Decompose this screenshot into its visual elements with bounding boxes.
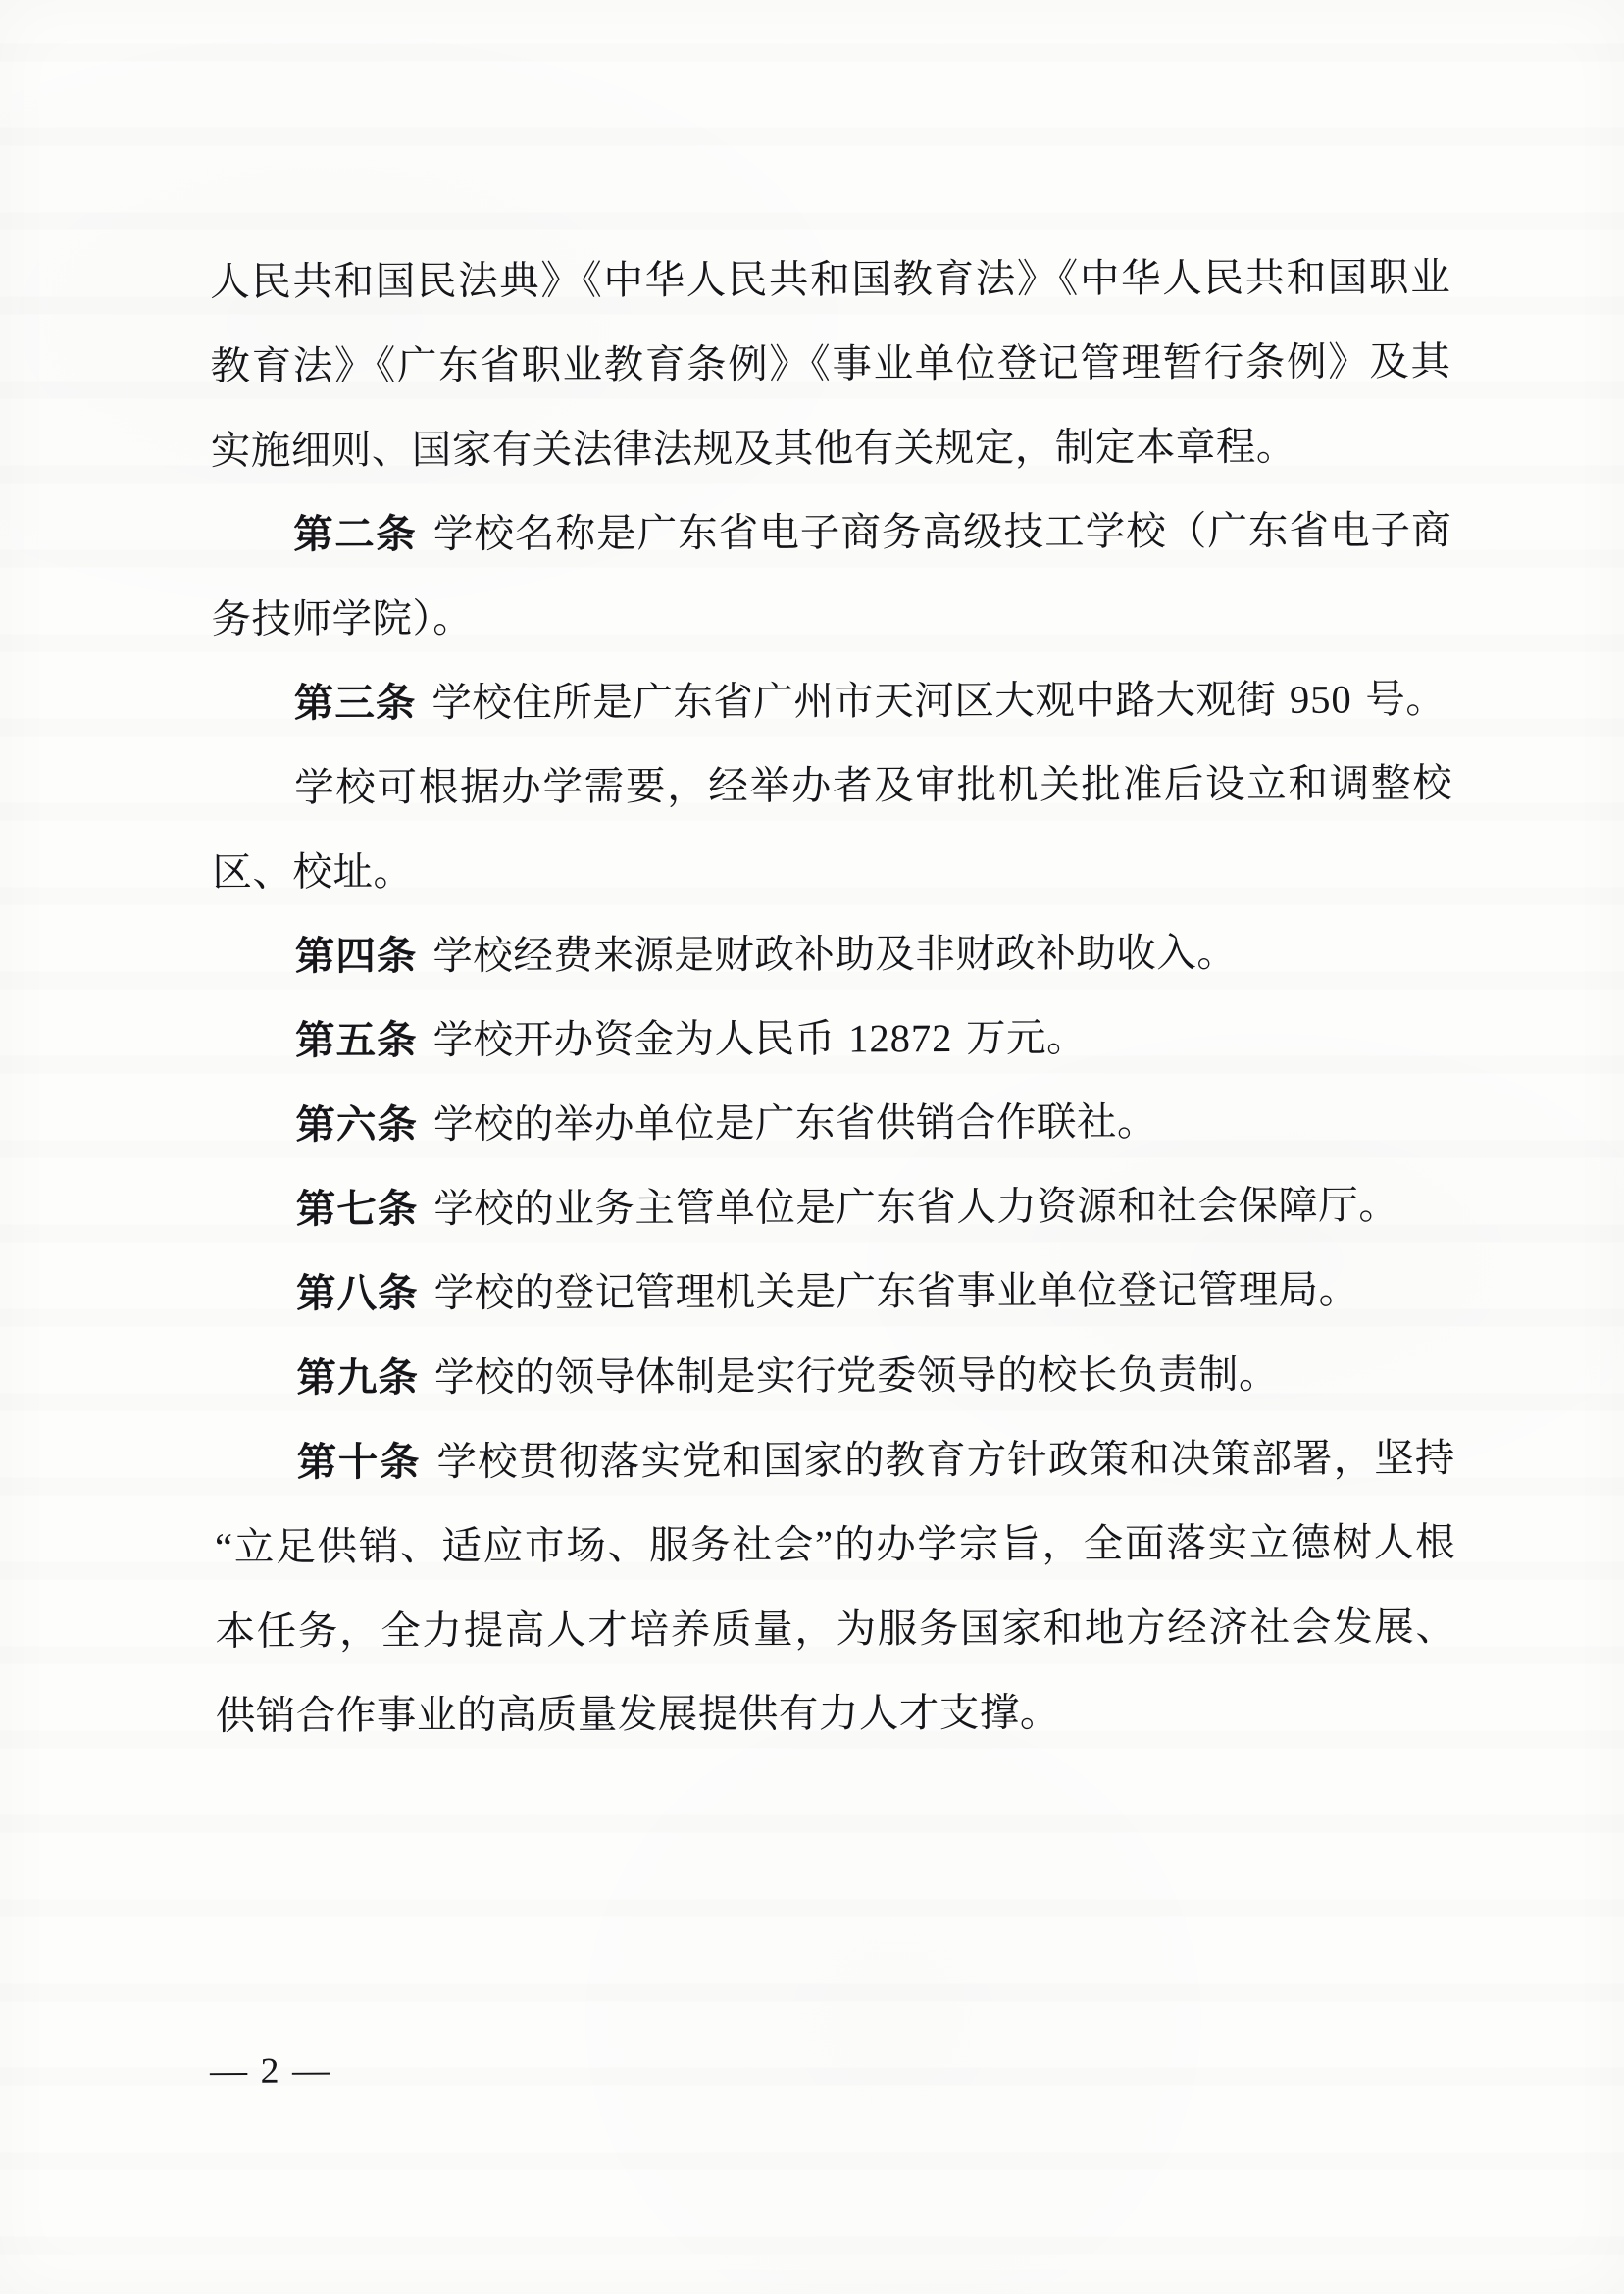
paragraph-text: 学校经费来源是财政补助及非财政补助收入。 <box>432 930 1238 979</box>
paragraph <box>213 910 1453 999</box>
numeric-value: 950 <box>1289 677 1352 722</box>
paragraph <box>212 741 1453 915</box>
paragraph-text: 学校名称是广东省电子商务高级技工学校（广东省电子商务技师学院）。 <box>211 508 1452 641</box>
paragraph-text: 学校贯彻落实党和国家的教育方针政策和决策部署，坚持“立足供销、适应市场、服务社会”的办学宗旨，全面落实立德树人根本任务，全力提高人才培养质量，为服务国家和地方经济社会发展、供销合作事业的高质量发展提供有力人才支撑。 <box>215 1436 1456 1738</box>
paragraph <box>214 1163 1454 1252</box>
page-folio: — 2 — <box>210 2050 332 2092</box>
paragraph <box>214 1332 1454 1421</box>
paragraph <box>213 994 1453 1084</box>
article-label: 第三条 <box>293 681 417 726</box>
paragraph-text: 学校开办资金为人民币 12872 万元。 <box>432 1015 1088 1063</box>
article-label: 第九条 <box>296 1355 420 1401</box>
article-label: 第六条 <box>295 1102 419 1147</box>
paragraph-text: 学校的领导体制是实行党委领导的校长负责制。 <box>433 1351 1280 1401</box>
numeric-value: 12872 <box>848 1016 953 1061</box>
article-label: 第五条 <box>295 1018 418 1063</box>
article-label: 第十条 <box>296 1440 422 1485</box>
paragraph <box>210 235 1451 493</box>
paragraph <box>212 657 1452 746</box>
paragraph-text: 学校的业务主管单位是广东省人力资源和社会保障厅。 <box>433 1183 1399 1232</box>
paragraph <box>211 488 1452 662</box>
paragraph-text: 学校住所是广东省广州市天河区大观中路大观街 950 号。 <box>431 677 1446 726</box>
article-label: 第二条 <box>293 512 418 557</box>
paragraph <box>214 1248 1454 1337</box>
paragraph-text: 学校的举办单位是广东省供销合作联社。 <box>432 1099 1158 1147</box>
article-label: 第八条 <box>296 1271 419 1316</box>
paragraph-text: 人民共和国民法典》《中华人民共和国教育法》《中华人民共和国职业教育法》《广东省职业教育条例》《事业单位登记管理暂行条例》及其实施细则、国家有关法律法规及其他有关规定，制定本章程。 <box>210 255 1451 473</box>
article-label: 第七条 <box>295 1187 419 1232</box>
paragraph <box>215 1416 1456 1759</box>
page-body-text <box>210 235 1456 1759</box>
paragraph-text: 学校可根据办学需要，经举办者及审批机关批准后设立和调整校区、校址。 <box>212 761 1453 894</box>
paragraph-text: 学校的登记管理机关是广东省事业单位登记管理局。 <box>433 1267 1359 1316</box>
paragraph <box>213 1079 1453 1168</box>
article-label: 第四条 <box>294 934 418 979</box>
